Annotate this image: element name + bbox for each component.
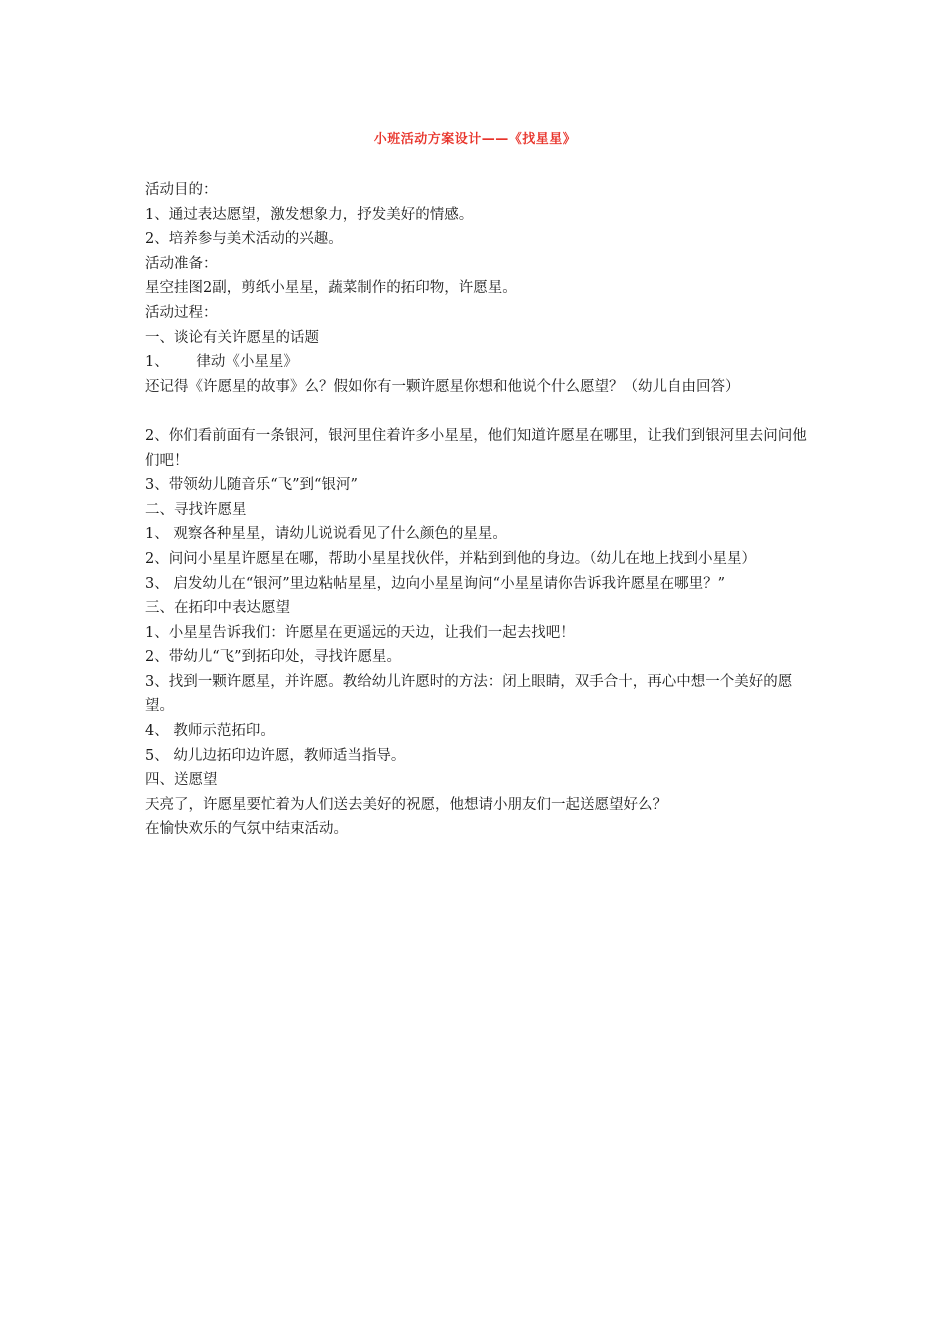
document-line: 星空挂图2副，剪纸小星星，蔬菜制作的拓印物，许愿星。 <box>145 280 517 297</box>
document-line: 4、 教师示范拓印。 <box>145 723 275 740</box>
document-line: 一、谈论有关许愿星的话题 <box>145 329 319 346</box>
document-line: 活动过程： <box>145 304 218 321</box>
document-line: 三、在拓印中表达愿望 <box>145 600 290 617</box>
document-line: 3、带领幼儿随音乐“飞”到“银河” <box>145 477 358 494</box>
document-title: 小班活动方案设计——《找星星》 <box>373 132 577 147</box>
document-line: 二、寻找许愿星 <box>145 501 247 518</box>
document-line: 2、问问小星星许愿星在哪，帮助小星星找伙伴，并粘到到他的身边。（幼儿在地上找到小星星） <box>145 550 756 567</box>
document-line: 2、带幼儿“飞”到拓印处，寻找许愿星。 <box>145 649 402 666</box>
document-line <box>145 399 815 424</box>
document-line: 5、 幼儿边拓印边许愿，教师适当指导。 <box>145 747 406 764</box>
document-line: 1、 观察各种星星，请幼儿说说看见了什么颜色的星星。 <box>145 526 507 543</box>
document-line: 在愉快欢乐的气氛中结束活动。 <box>145 821 348 838</box>
document-line: 2、培养参与美术活动的兴趣。 <box>145 231 343 248</box>
document-line: 1、 律动《小星星》 <box>145 354 298 371</box>
document-line: 天亮了，许愿星要忙着为人们送去美好的祝愿，他想请小朋友们一起送愿望好么？ <box>145 796 667 813</box>
document-line: 2、你们看前面有一条银河，银河里住着许多小星星，他们知道许愿星在哪里，让我们到银河里去问问他们吧！ <box>145 427 807 469</box>
document-line: 3、 启发幼儿在“银河”里边粘帖星星，边向小星星询问“小星星请你告诉我许愿星在哪里？” <box>145 575 725 592</box>
document-body <box>145 178 815 842</box>
document-line: 活动准备： <box>145 255 218 272</box>
document-line: 3、找到一颗许愿星，并许愿。教给幼儿许愿时的方法：闭上眼睛，双手合十，再心中想一个美好的愿望。 <box>145 673 793 715</box>
document-line: 1、小星星告诉我们：许愿星在更遥远的天边，让我们一起去找吧！ <box>145 624 575 641</box>
document-line: 活动目的： <box>145 182 218 198</box>
document-line: 还记得《许愿星的故事》么？假如你有一颗许愿星你想和他说个什么愿望？（幼儿自由回答） <box>145 378 740 395</box>
document-line: 四、送愿望 <box>145 772 218 789</box>
document-line: 1、通过表达愿望，激发想象力，抒发美好的情感。 <box>145 206 474 223</box>
